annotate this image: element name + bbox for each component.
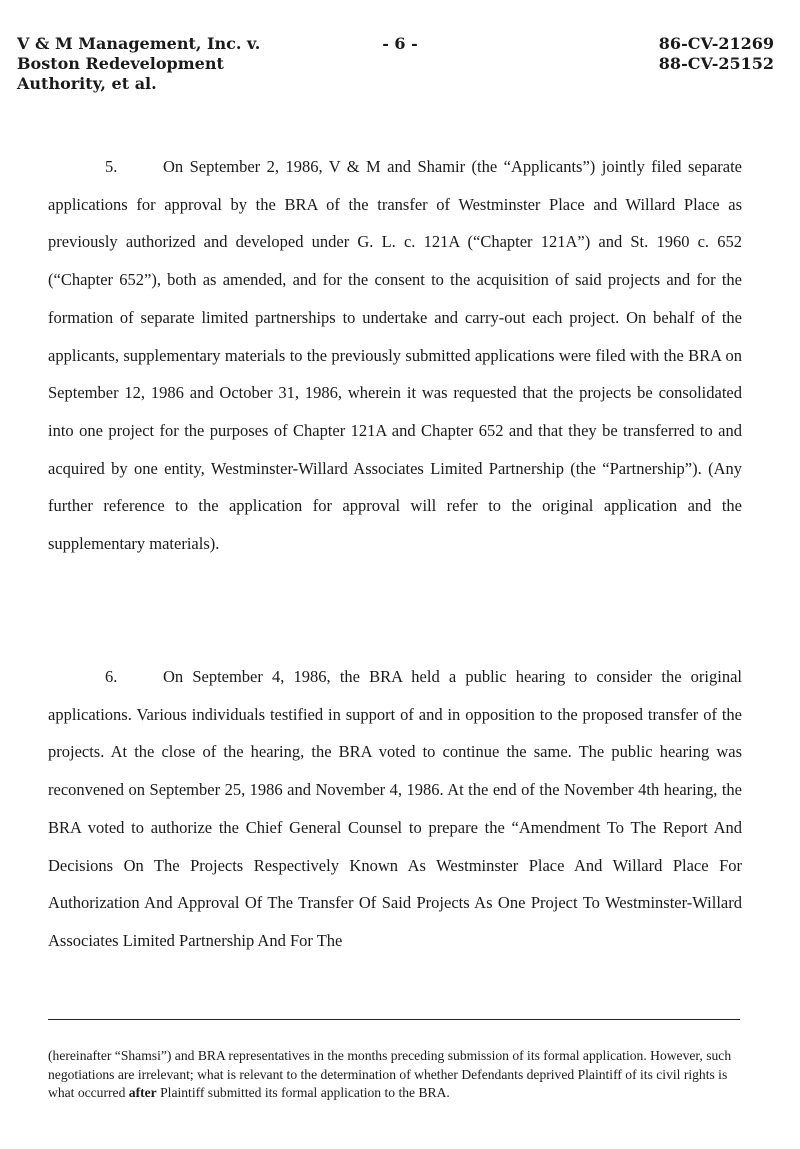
footnote-text: (hereinafter “Shamsi”) and BRA representatives in the months preceding submission of its formal application. However, such negotiations are irrelevant; what is relevant to the determination of whether Defendants deprived Plaintiff of its civil rights is what occurred <box>48 1048 732 1101</box>
footnote-text-end: Plaintiff submitted its formal application to the BRA. <box>156 1085 450 1101</box>
case-numbers <box>659 34 774 74</box>
page-number: - 6 - <box>382 34 418 53</box>
footnote-emphasis: after <box>128 1085 157 1101</box>
caption-line: Authority, et al. <box>17 74 157 93</box>
case-number: 88-CV-25152 <box>658 54 774 73</box>
footnote-divider <box>48 1019 740 1020</box>
paragraph-5 <box>48 148 742 563</box>
paragraph-6 <box>48 658 742 960</box>
paragraph-number: 5. <box>105 157 118 176</box>
case-number: 86-CV-21269 <box>658 34 774 53</box>
caption-line: V & M Management, Inc. v. <box>17 34 261 53</box>
caption-line: Boston Redevelopment <box>17 54 224 73</box>
footnote <box>48 1047 740 1103</box>
paragraph-text: On September 4, 1986, the BRA held a public hearing to consider the original applications. Various individuals testified in support of and in opposition to the proposed transfer of the projects. At the close of the hearing, the BRA voted to continue the same. The public hearing was reconvened on September 25, 1986 and November 4, 1986. At the end of the November 4th hearing, the BRA voted to authorize the Chief General Counsel to prepare the “Amendment To The Report And Decisions On The Projects Respectively Known As Westminster Place And Willard Place For Authorization And Approval Of The Transfer Of Said Projects As One Project To Westminster-Willard Associates Limited Partnership And For The <box>48 667 742 950</box>
paragraph-number: 6. <box>105 667 118 686</box>
paragraph-text: On September 2, 1986, V & M and Shamir (the “Applicants”) jointly filed separate applications for approval by the BRA of the transfer of Westminster Place and Willard Place as previously authorized and developed under G. L. c. 121A (“Chapter 121A”) and St. 1960 c. 652 (“Chapter 652”), both as amended, and for the consent to the acquisition of said projects and for the formation of separate limited partnerships to undertake and carry-out each project. On behalf of the applicants, supplementary materials to the previously submitted applications were filed with the BRA on September 12, 1986 and October 31, 1986, wherein it was requested that the projects be consolidated into one project for the purposes of Chapter 121A and Chapter 652 and that they be transferred to and acquired by one entity, Westminster-Willard Associates Limited Partnership (the “Partnership”). (Any further reference to the application for approval will refer to the original application and the supplementary materials). <box>48 157 742 554</box>
